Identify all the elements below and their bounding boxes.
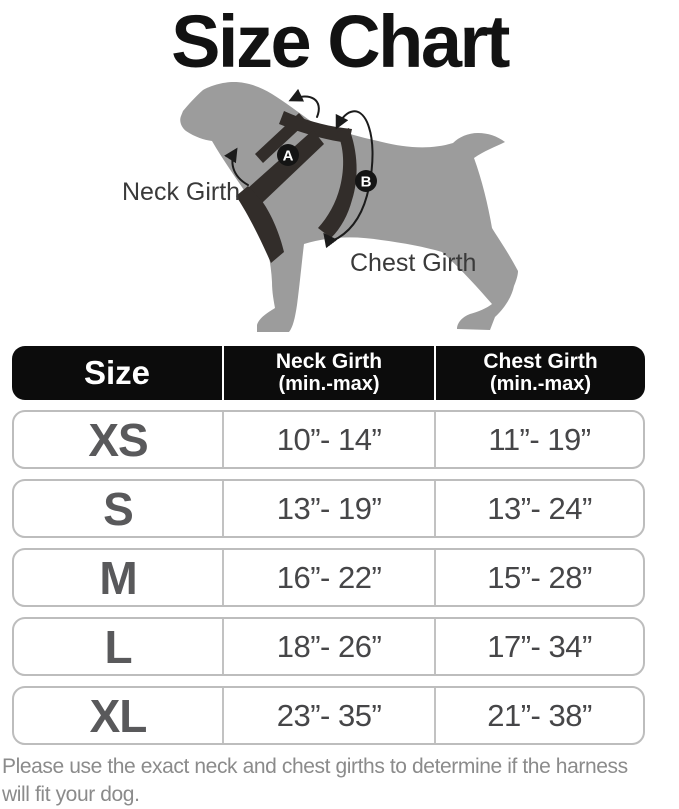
chest-girth-cell: 15”- 28”	[434, 550, 643, 605]
chest-girth-cell: 21”- 38”	[434, 688, 643, 743]
header-neck-line1: Neck Girth	[275, 350, 383, 373]
table-row	[12, 617, 645, 676]
table-row	[12, 686, 645, 745]
fit-note-line1: Please use the exact neck and chest girths to determine if the harness	[2, 755, 628, 778]
header-neck-line2: (min.-max)	[278, 373, 380, 395]
neck-girth-cell: 16”- 22”	[222, 550, 434, 605]
size-cell: M	[99, 551, 137, 604]
badge-b	[355, 170, 377, 192]
table-header-row	[12, 346, 645, 400]
badge-b-label: B	[360, 173, 372, 191]
table-row	[12, 410, 645, 469]
header-neck-girth	[222, 346, 434, 400]
badge-a	[277, 144, 299, 166]
fit-note-line2: will fit your dog.	[2, 783, 140, 806]
neck-girth-cell: 13”- 19”	[222, 481, 434, 536]
table-row	[12, 548, 645, 607]
size-cell: L	[104, 620, 132, 673]
header-chest-line2: (min.-max)	[489, 373, 592, 395]
header-size: Size	[83, 354, 151, 391]
size-cell: S	[103, 482, 133, 535]
header-chest-line1: Chest Girth	[483, 350, 598, 373]
chest-girth-cell: 11”- 19”	[434, 412, 643, 467]
badge-a-label: A	[282, 147, 294, 165]
fit-note	[2, 753, 679, 809]
chest-girth-cell: 17”- 34”	[434, 619, 643, 674]
size-cell: XS	[88, 413, 148, 466]
size-cell: XL	[89, 689, 147, 742]
neck-girth-label: Neck Girth	[122, 178, 241, 206]
chest-girth-cell: 13”- 24”	[434, 481, 643, 536]
dog-measurement-diagram	[0, 70, 679, 346]
neck-girth-cell: 23”- 35”	[222, 688, 434, 743]
size-chart-table	[12, 346, 645, 745]
neck-girth-cell: 18”- 26”	[222, 619, 434, 674]
neck-girth-cell: 10”- 14”	[222, 412, 434, 467]
chest-girth-label: Chest Girth	[350, 249, 477, 277]
page-title: Size Chart	[171, 0, 508, 83]
table-row	[12, 479, 645, 538]
header-chest-girth	[434, 346, 645, 400]
